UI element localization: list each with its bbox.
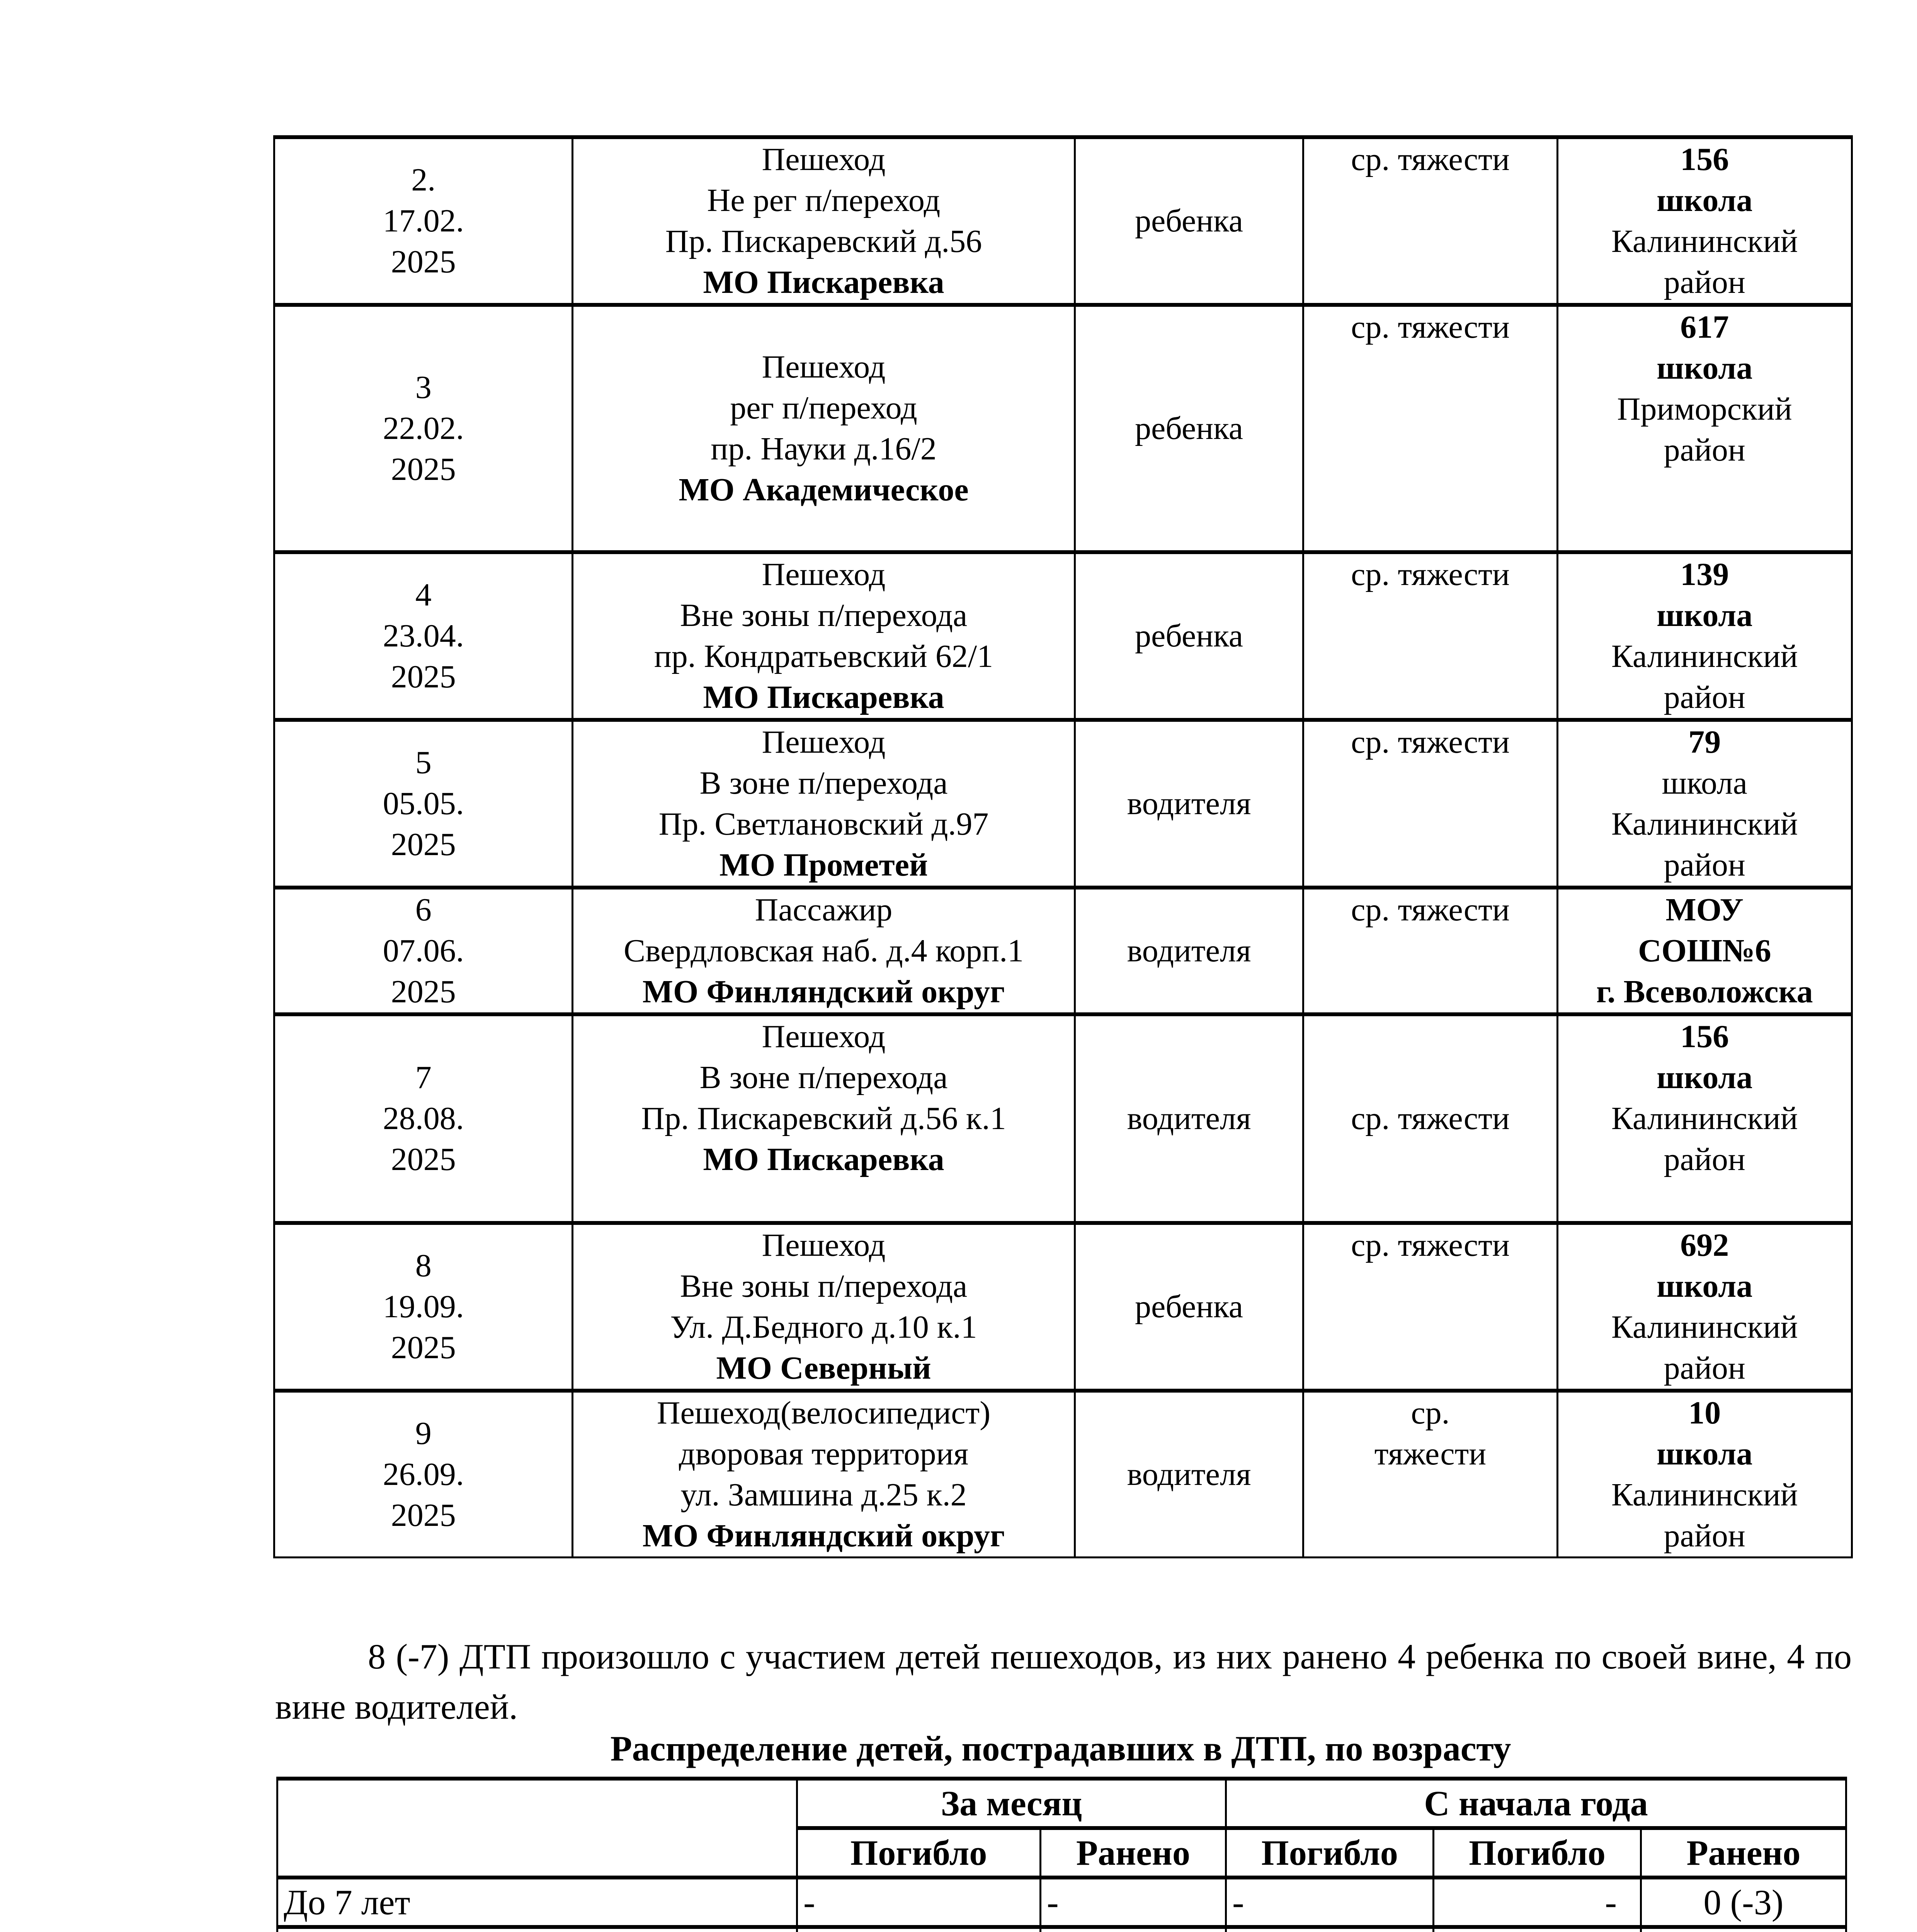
incident-school-cell xyxy=(1557,1223,1852,1391)
school-area: Калининский xyxy=(1611,638,1798,674)
incident-fault: водителя xyxy=(1127,1456,1251,1492)
incident-severity: ср. тяжести xyxy=(1351,556,1510,592)
school-area: г. Всеволожска xyxy=(1596,974,1813,1010)
incident-fault: ребенка xyxy=(1135,1289,1243,1325)
school-number: 692 xyxy=(1680,1227,1729,1263)
incident-number-date-line: 2025 xyxy=(391,1330,456,1366)
incident-number-date-cell xyxy=(274,305,573,552)
incident-place-line: Не рег п/переход xyxy=(707,182,941,218)
incident-number-date-line: 2025 xyxy=(391,974,456,1010)
incident-number-date-cell xyxy=(274,1014,573,1223)
incident-school-cell xyxy=(1557,1014,1852,1223)
incident-school-cell xyxy=(1557,1391,1852,1558)
incident-row xyxy=(274,720,1852,888)
group-header-month: За месяц xyxy=(797,1779,1226,1828)
incident-school-cell xyxy=(1557,137,1852,305)
incident-district: МО Финляндский округ xyxy=(642,974,1005,1010)
incident-number-date-line: 17.02. xyxy=(383,203,464,239)
group-header-year: С начала года xyxy=(1226,1779,1846,1828)
incident-fault-cell xyxy=(1075,1223,1303,1391)
school-area: район xyxy=(1664,847,1745,883)
age-table-corner-cell xyxy=(277,1779,797,1878)
age-table-row xyxy=(277,1878,1846,1927)
incident-school-cell xyxy=(1557,305,1852,552)
incident-place-line: ул. Замшина д.25 к.2 xyxy=(680,1477,967,1513)
incident-number-date-cell xyxy=(274,888,573,1014)
incident-severity-cell xyxy=(1303,1223,1557,1391)
incident-row xyxy=(274,888,1852,1014)
incident-place-line: дворовая территория xyxy=(679,1436,969,1472)
sub-header-year-injured: Ранено xyxy=(1641,1828,1846,1878)
incident-place-line: Пассажир xyxy=(755,892,893,928)
incident-number-date-line: 7 xyxy=(415,1060,432,1095)
incident-fault-cell xyxy=(1075,137,1303,305)
incident-district: МО Пискаревка xyxy=(703,679,944,715)
school-word: школа xyxy=(1657,182,1753,218)
school-area: Приморский xyxy=(1617,391,1792,427)
sub-header-month-killed: Погибло xyxy=(797,1828,1041,1878)
age-table-value-cell xyxy=(797,1927,1041,1932)
incident-severity: ср. тяжести xyxy=(1351,141,1510,177)
school-number: 156 xyxy=(1680,1019,1729,1054)
school-number: 79 xyxy=(1688,724,1721,760)
school-area: район xyxy=(1664,1350,1745,1386)
incident-severity-cell xyxy=(1303,137,1557,305)
incident-district: МО Прометей xyxy=(719,847,928,883)
age-table-value-cell xyxy=(1226,1927,1434,1932)
school-area: Калининский xyxy=(1611,1309,1798,1345)
age-table-value-cell: - xyxy=(1434,1878,1641,1927)
age-table-value-cell xyxy=(1434,1927,1641,1932)
age-table-value-cell: - xyxy=(1226,1878,1434,1927)
school-area: район xyxy=(1664,1518,1745,1554)
incident-number-date-line: 5 xyxy=(415,745,432,781)
school-area: Калининский xyxy=(1611,806,1798,842)
incident-severity: ср. xyxy=(1411,1395,1450,1431)
age-table-body xyxy=(277,1878,1846,1932)
incident-district: МО Пискаревка xyxy=(703,1141,944,1177)
incident-severity-cell xyxy=(1303,888,1557,1014)
incident-fault-cell xyxy=(1075,888,1303,1014)
incident-row xyxy=(274,552,1852,720)
incident-severity-cell xyxy=(1303,720,1557,888)
incident-district: МО Пискаревка xyxy=(703,264,944,300)
incident-place-cell xyxy=(573,888,1075,1014)
spacer xyxy=(575,1180,1072,1221)
school-number: 617 xyxy=(1680,309,1729,345)
incident-place-line: В зоне п/перехода xyxy=(699,765,948,801)
incident-place-line: рег п/переход xyxy=(730,390,917,426)
age-group-label xyxy=(277,1927,797,1932)
school-word: школа xyxy=(1657,1060,1753,1095)
incident-place-line: Пешеход(велосипедист) xyxy=(657,1395,991,1431)
school-number: 10 xyxy=(1688,1395,1721,1431)
incident-place-line: Пешеход xyxy=(762,1019,886,1054)
incident-severity-cell xyxy=(1303,305,1557,552)
school-word: школа xyxy=(1657,597,1753,633)
incident-number-date-line: 4 xyxy=(415,577,432,613)
incident-fault-cell xyxy=(1075,1391,1303,1558)
age-table-row xyxy=(277,1927,1846,1932)
incident-number-date-line: 2025 xyxy=(391,827,456,862)
incident-fault: водителя xyxy=(1127,933,1251,969)
age-table-value-cell: 0 (-3) xyxy=(1641,1878,1846,1927)
incidents-table xyxy=(273,135,1853,1558)
incident-school-cell xyxy=(1557,720,1852,888)
incident-number-date-line: 22.02. xyxy=(383,410,464,446)
incident-severity-cell xyxy=(1303,1014,1557,1223)
incident-number-date-line: 23.04. xyxy=(383,618,464,654)
incident-place-line: Пр. Пискаревский д.56 к.1 xyxy=(641,1100,1006,1136)
incident-place-cell xyxy=(573,1391,1075,1558)
age-group-label: До 7 лет xyxy=(277,1878,797,1927)
incident-place-line: пр. Кондратьевский 62/1 xyxy=(654,638,993,674)
sub-header-year-killed-2: Погибло xyxy=(1434,1828,1641,1878)
school-number: 156 xyxy=(1680,141,1729,177)
incident-place-line: Пешеход xyxy=(762,1227,886,1263)
school-area: Калининский xyxy=(1611,1477,1798,1513)
incident-number-date-line: 3 xyxy=(415,369,432,405)
school-area: район xyxy=(1664,679,1745,715)
incident-row xyxy=(274,1391,1852,1558)
incident-severity-cell xyxy=(1303,1391,1557,1558)
incident-place-cell xyxy=(573,1223,1075,1391)
incident-number-date-cell xyxy=(274,1391,573,1558)
incident-number-date-line: 2025 xyxy=(391,244,456,280)
incident-severity: ср. тяжести xyxy=(1351,309,1510,345)
incident-number-date-line: 2025 xyxy=(391,451,456,487)
incident-severity: ср. тяжести xyxy=(1351,892,1510,928)
incident-place-line: Свердловская наб. д.4 корп.1 xyxy=(623,933,1024,969)
pedestrian-summary-text: 8 (-7) ДТП произошло с участием детей пешеходов, из них ранено 4 ребенка по своей вине, 4 по вине водителей. xyxy=(275,1637,1852,1726)
school-number: 139 xyxy=(1680,556,1729,592)
incident-school-cell xyxy=(1557,552,1852,720)
incident-place-line: пр. Науки д.16/2 xyxy=(711,431,937,467)
school-word: школа xyxy=(1662,765,1747,801)
school-area: район xyxy=(1664,432,1745,468)
incident-severity: ср. тяжести xyxy=(1351,1227,1510,1263)
incident-severity-cell xyxy=(1303,552,1557,720)
incident-number-date-line: 2025 xyxy=(391,1141,456,1177)
incident-number-date-line: 6 xyxy=(415,892,432,928)
incident-place-line: Вне зоны п/перехода xyxy=(680,597,968,633)
incident-place-cell xyxy=(573,720,1075,888)
age-table-value-cell: - xyxy=(797,1878,1041,1927)
incident-district: МО Академическое xyxy=(679,472,969,508)
incident-place-line: Пр. Светлановский д.97 xyxy=(658,806,989,842)
incident-district: МО Финляндский округ xyxy=(642,1518,1005,1554)
incident-row xyxy=(274,137,1852,305)
incident-row xyxy=(274,1223,1852,1391)
incident-severity: тяжести xyxy=(1374,1436,1487,1472)
incident-severity: ср. тяжести xyxy=(1351,1100,1510,1136)
incident-school-cell xyxy=(1557,888,1852,1014)
incident-place-cell xyxy=(573,137,1075,305)
age-table-value-cell: - xyxy=(1041,1878,1226,1927)
school-area: Калининский xyxy=(1611,1100,1798,1136)
incident-fault: ребенка xyxy=(1135,410,1243,446)
school-word: школа xyxy=(1657,1436,1753,1472)
incident-fault: водителя xyxy=(1127,1100,1251,1136)
school-area: район xyxy=(1664,1141,1745,1177)
pedestrian-summary-paragraph xyxy=(275,1631,1852,1732)
school-word: СОШ№6 xyxy=(1638,933,1771,969)
incident-place-line: Пешеход xyxy=(762,349,886,385)
incident-number-date-line: 8 xyxy=(415,1248,432,1284)
incident-number-date-line: 28.08. xyxy=(383,1100,464,1136)
incident-number-date-line: 2025 xyxy=(391,659,456,695)
incident-number-date-line: 19.09. xyxy=(383,1289,464,1325)
incident-place-cell xyxy=(573,305,1075,552)
incident-number-date-cell xyxy=(274,720,573,888)
incident-number-date-line: 2025 xyxy=(391,1497,456,1533)
incident-row xyxy=(274,305,1852,552)
school-word: школа xyxy=(1657,350,1753,386)
incident-fault-cell xyxy=(1075,552,1303,720)
sub-header-year-killed: Погибло xyxy=(1226,1828,1434,1878)
incident-place-line: Пешеход xyxy=(762,724,886,760)
school-number: МОУ xyxy=(1665,892,1744,928)
incident-place-line: Пешеход xyxy=(762,556,886,592)
incident-district: МО Северный xyxy=(716,1350,931,1386)
incident-fault-cell xyxy=(1075,305,1303,552)
incident-number-date-line: 26.09. xyxy=(383,1456,464,1492)
incident-row xyxy=(274,1014,1852,1223)
incidents-table-body xyxy=(274,137,1852,1558)
sub-header-month-injured: Ранено xyxy=(1041,1828,1226,1878)
incident-severity: ср. тяжести xyxy=(1351,724,1510,760)
incident-number-date-line: 07.06. xyxy=(383,933,464,969)
incident-place-line: Ул. Д.Бедного д.10 к.1 xyxy=(670,1309,977,1345)
incident-fault-cell xyxy=(1075,720,1303,888)
school-word: школа xyxy=(1657,1268,1753,1304)
incident-place-line: В зоне п/перехода xyxy=(699,1060,948,1095)
incident-place-line: Вне зоны п/перехода xyxy=(680,1268,968,1304)
incident-number-date-cell xyxy=(274,137,573,305)
incident-place-cell xyxy=(573,1014,1075,1223)
age-table-value-cell xyxy=(1041,1927,1226,1932)
incident-fault-cell xyxy=(1075,1014,1303,1223)
incident-fault: ребенка xyxy=(1135,618,1243,654)
incident-place-cell xyxy=(573,552,1075,720)
age-table-value-cell xyxy=(1641,1927,1846,1932)
incident-fault: водителя xyxy=(1127,786,1251,821)
age-table-group-header-row xyxy=(277,1779,1846,1828)
incident-fault: ребенка xyxy=(1135,203,1243,239)
incident-number-date-cell xyxy=(274,1223,573,1391)
incident-number-date-line: 9 xyxy=(415,1415,432,1451)
age-distribution-table xyxy=(276,1777,1847,1932)
school-area: район xyxy=(1664,264,1745,300)
incident-number-date-cell xyxy=(274,552,573,720)
school-area: Калининский xyxy=(1611,223,1798,259)
incident-place-line: Пр. Пискаревский д.56 xyxy=(665,223,982,259)
incident-number-date-line: 2. xyxy=(411,162,436,198)
age-table-title: Распределение детей, пострадавших в ДТП, по возрасту xyxy=(610,1729,1511,1768)
incident-number-date-line: 05.05. xyxy=(383,786,464,821)
incident-place-line: Пешеход xyxy=(762,141,886,177)
